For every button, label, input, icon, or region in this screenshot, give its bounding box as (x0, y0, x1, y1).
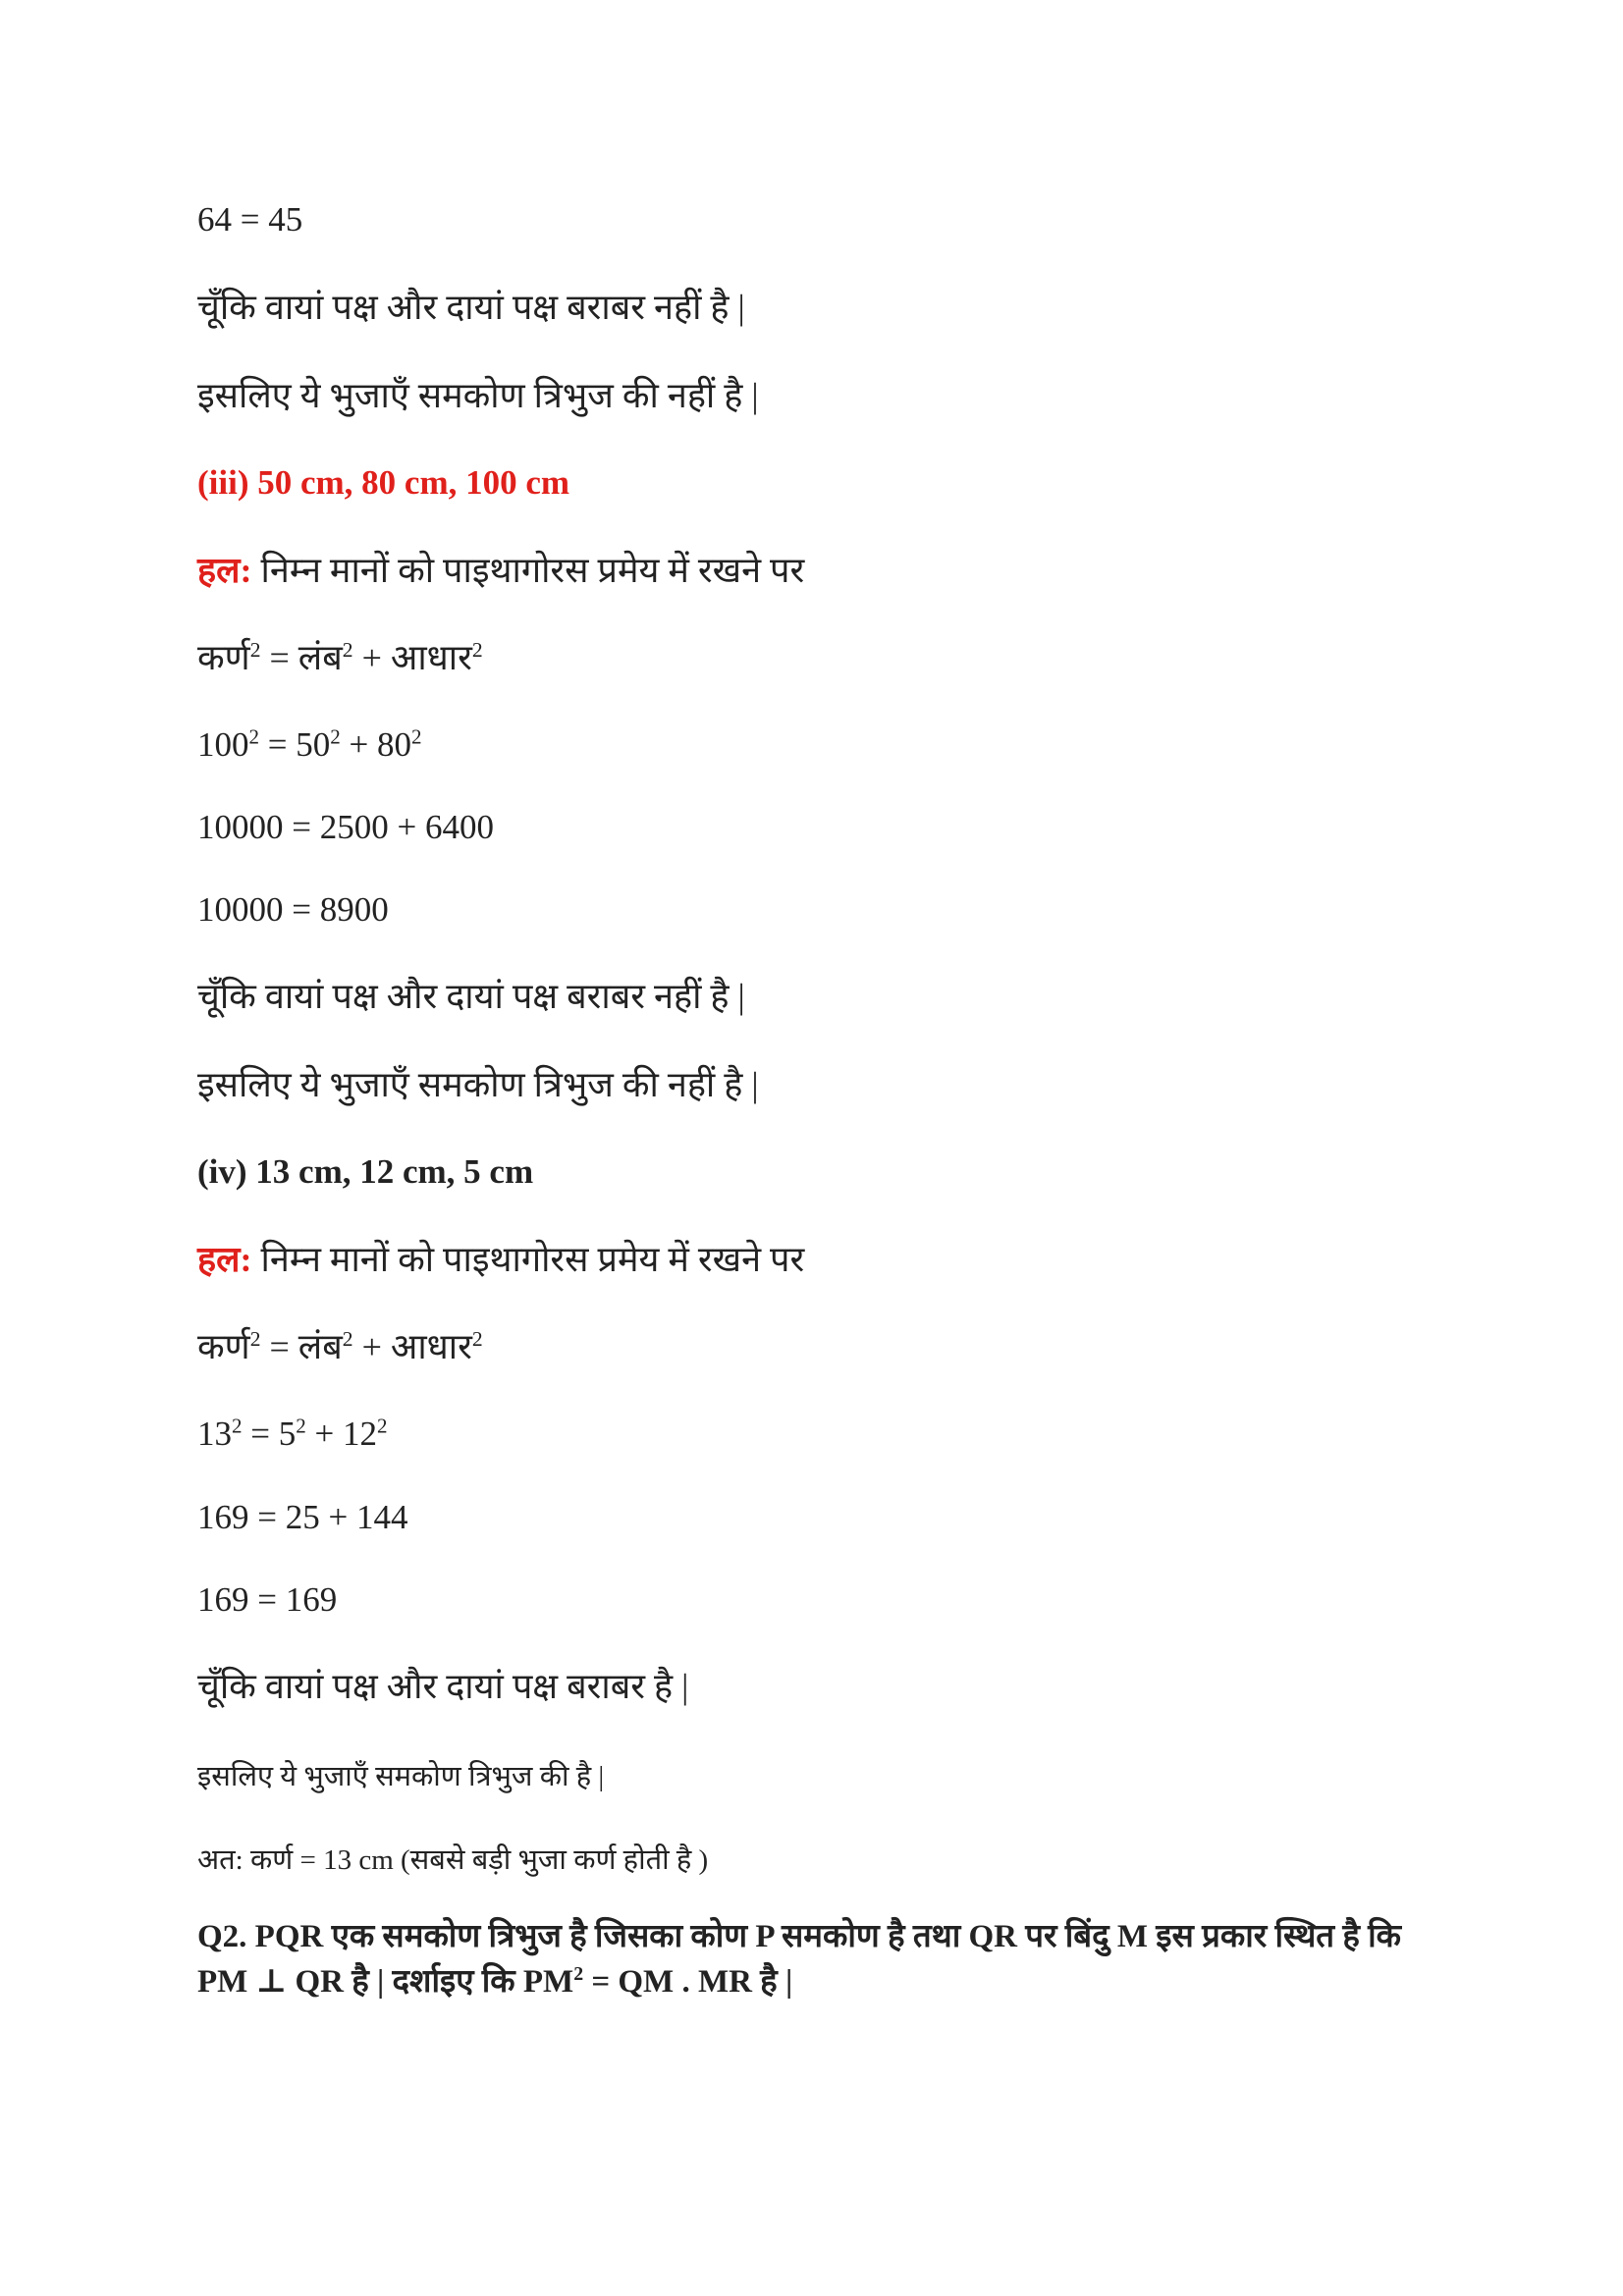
statement-line: चूँकि वायां पक्ष और दायां पक्ष बराबर नहीं है | (197, 977, 745, 1016)
question-text: = QM . MR है | (583, 1964, 793, 2000)
solution-line (197, 549, 804, 592)
equation-exponent: 2 (330, 724, 341, 749)
equation-exponent: 2 (248, 724, 259, 749)
solution-text: निम्न मानों को पाइथागोरस प्रमेय में रखने पर (251, 551, 805, 590)
formula-exponent: 2 (342, 1327, 353, 1351)
conclusion-line: इसलिए ये भुजाएँ समकोण त्रिभुज की नहीं है | (197, 376, 759, 415)
equation-line: 10000 = 8900 (197, 890, 389, 929)
solution-label: हल: (197, 551, 252, 590)
equation-term: + 12 (305, 1415, 377, 1453)
solution-label: हल: (197, 1240, 252, 1279)
formula-line (197, 636, 483, 679)
formula-term: कर्ण (197, 1327, 250, 1366)
formula-exponent: 2 (342, 638, 353, 662)
formula-term: = लंब (260, 1327, 343, 1366)
formula-term: + आधार (352, 1327, 472, 1366)
equation-term: 100 (197, 725, 249, 764)
equation-line: 10000 = 2500 + 6400 (197, 808, 494, 846)
equation-line: 64 = 45 (197, 200, 303, 239)
equation-line (197, 1413, 388, 1456)
equation-line: 169 = 169 (197, 1580, 338, 1619)
answer-line: अत: कर्ण = 13 cm (सबसे बड़ी भुजा कर्ण होती है ) (197, 1844, 709, 1876)
formula-term: कर्ण (197, 638, 250, 677)
equation-term: = 50 (259, 725, 331, 764)
formula-term: + आधार (352, 638, 472, 677)
formula-exponent: 2 (471, 638, 483, 662)
equation-exponent: 2 (411, 724, 422, 749)
equation-line (197, 723, 422, 767)
statement-line: चूँकि वायां पक्ष और दायां पक्ष बराबर नहीं है | (197, 288, 745, 327)
subpart-heading-iv: (iv) 13 cm, 12 cm, 5 cm (197, 1152, 534, 1191)
formula-exponent: 2 (249, 638, 261, 662)
solution-line (197, 1238, 804, 1281)
equation-exponent: 2 (232, 1414, 243, 1438)
formula-exponent: 2 (249, 1327, 261, 1351)
formula-line (197, 1325, 483, 1368)
equation-exponent: 2 (377, 1414, 388, 1438)
equation-line: 169 = 25 + 144 (197, 1498, 408, 1536)
subpart-heading-iii: (iii) 50 cm, 80 cm, 100 cm (197, 463, 570, 502)
equation-term: = 5 (242, 1415, 297, 1453)
question-text: Q2. PQR एक समकोण त्रिभुज है जिसका कोण P समकोण है तथा QR पर बिंदु M इस प्रकार स्थित है कि PM ⊥ QR है | दर्शाइए कि PM (197, 1919, 1402, 2000)
question-2 (197, 1914, 1425, 2004)
statement-line: चूँकि वायां पक्ष और दायां पक्ष बराबर है | (197, 1667, 689, 1706)
conclusion-line: इसलिए ये भुजाएँ समकोण त्रिभुज की है | (197, 1761, 605, 1792)
solution-text: निम्न मानों को पाइथागोरस प्रमेय में रखने पर (251, 1240, 805, 1279)
equation-exponent: 2 (296, 1414, 306, 1438)
formula-term: = लंब (260, 638, 343, 677)
equation-term: 13 (197, 1415, 232, 1453)
equation-term: + 80 (340, 725, 411, 764)
conclusion-line: इसलिए ये भुजाएँ समकोण त्रिभुज की नहीं है | (197, 1065, 759, 1104)
question-exponent: 2 (573, 1963, 584, 1985)
formula-exponent: 2 (471, 1327, 483, 1351)
